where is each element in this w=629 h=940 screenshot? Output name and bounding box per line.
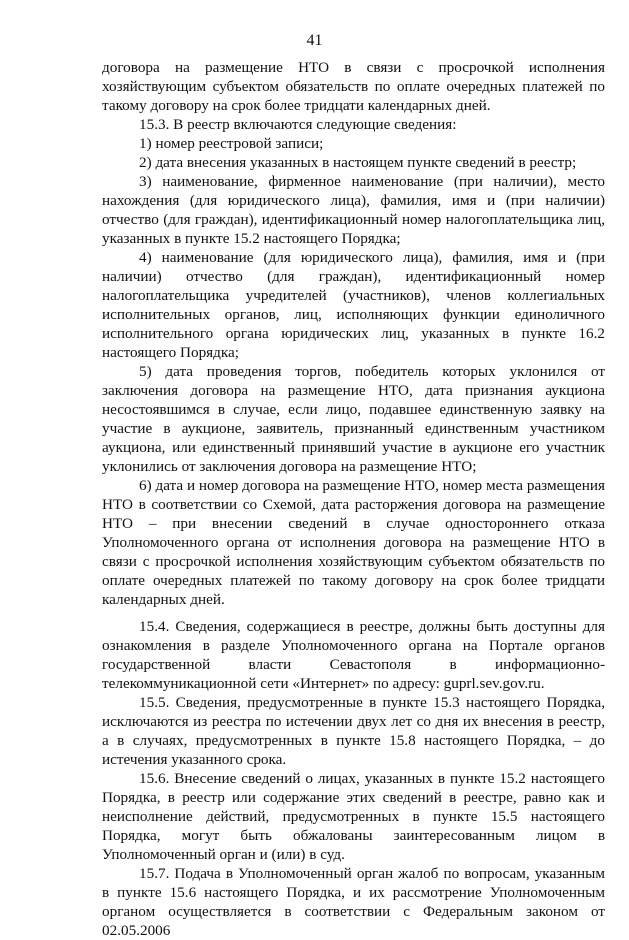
list-item-3: 3) наименование, фирменное наименование (при наличии), место нахождения (для юридического лица), фамилия, имя и (при наличии) отчество (для граждан), идентификационный номер налогоплательщика лиц, указанных в пункте 15.2 настоящего Порядка; [102, 173, 605, 247]
list-item-1: 1) номер реестровой записи; [139, 135, 324, 152]
paragraph-continuation: договора на размещение НТО в связи с просрочкой исполнения хозяйствующим субъектом обязательств по оплате очередных платежей по такому договору на срок более тридцати календарных дней. [102, 59, 605, 114]
paragraph-15-4: 15.4. Сведения, содержащиеся в реестре, должны быть доступны для ознакомления в разделе Уполномоченного органа на Портале органов государственной власти Севастополя в информационно-телекоммуникационной сети «Интернет» по адресу: guprl.sev.gov.ru. [102, 618, 605, 692]
paragraph-15-6: 15.6. Внесение сведений о лицах, указанных в пункте 15.2 настоящего Порядка, в реестр или содержание этих сведений в реестре, равно как и неисполнение действий, предусмотренных в пункте 15.5 настоящего Порядка, могут быть обжалованы заинтересованным лицом в Уполномоченный орган и (или) в суд. [102, 770, 605, 863]
list-item-6: 6) дата и номер договора на размещение НТО, номер места размещения НТО в соответствии со Схемой, дата расторжения договора на размещение НТО – при внесении сведений в случае одностороннего отказа Уполномоченного органа от исполнения договора на размещение НТО в связи с просрочкой исполнения хозяйствующим субъектом обязательств по оплате очередных платежей по такому договору на срок более тридцати календарных дней. [102, 477, 605, 608]
paragraph-15-5: 15.5. Сведения, предусмотренные в пункте 15.3 настоящего Порядка, исключаются из реестра по истечении двух лет со дня их внесения в реестр, а в случаях, предусмотренных в пункте 15.8 настоящего Порядка, – до истечения указанного срока. [102, 694, 605, 768]
document-body [102, 58, 605, 940]
list-item-4: 4) наименование (для юридического лица), фамилия, имя и (при наличии) отчество (для граждан), идентификационный номер налогоплательщика учредителей (участников), членов коллегиальных исполнительных органов, лиц, исполняющих функции единоличного исполнительного органа юридических лиц, указанных в пункте 16.2 настоящего Порядка; [102, 249, 605, 361]
paragraph-15-7: 15.7. Подача в Уполномоченный орган жалоб по вопросам, указанным в пункте 15.6 настоящего Порядка, и их рассмотрение Уполномоченным органом осуществляется в соответствии с Федеральным законом от 02.05.2006 [102, 865, 605, 939]
list-item-5: 5) дата проведения торгов, победитель которых уклонился от заключения договора на размещение НТО, дата признания аукциона несостоявшимся в случае, если лицо, подавшее единственную заявку на участие в аукционе, заявитель, признанный единственным участником аукциона, или единственный принявший участие в аукционе его участник уклонились от заключения договора на размещение НТО; [102, 363, 605, 475]
paragraph-15-3: 15.3. В реестр включаются следующие сведения: [139, 116, 457, 133]
list-item-2: 2) дата внесения указанных в настоящем пункте сведений в реестр; [139, 154, 577, 171]
page-number: 41 [306, 32, 323, 49]
